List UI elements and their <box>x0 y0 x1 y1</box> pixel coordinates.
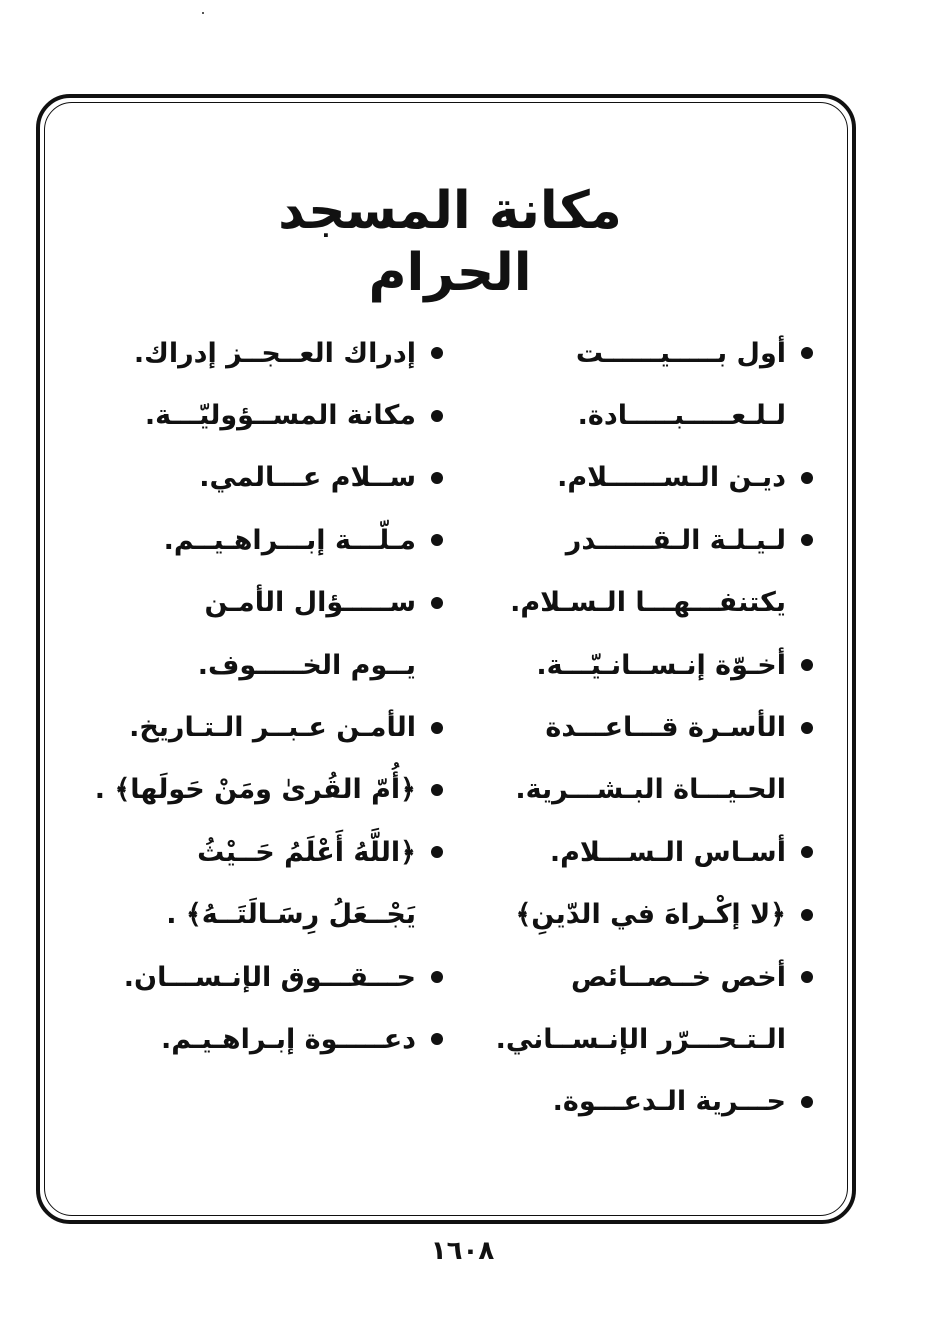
topic-item <box>460 572 820 634</box>
topic-item <box>90 322 450 384</box>
topic-text: لـيـلـة الـقــــــدر <box>565 524 786 556</box>
topic-text: أخص خــصــائص <box>570 961 786 993</box>
topic-item <box>460 696 820 758</box>
topic-text: حـــقـــوق الإنـســـان. <box>123 961 416 993</box>
topic-item <box>460 1071 820 1133</box>
topic-text: أخـوّة إنـســانـيّـــة. <box>536 649 786 681</box>
bullet-slot <box>794 846 820 858</box>
topic-item <box>460 384 820 446</box>
topic-item <box>460 1008 820 1070</box>
topic-text: ســـــؤال الأمـن <box>204 587 416 619</box>
topic-item <box>90 884 450 946</box>
scan-speck <box>202 12 204 14</box>
page-number: ١٦٠٨ <box>430 1236 495 1266</box>
topic-item <box>460 884 820 946</box>
topics-list <box>90 322 820 1122</box>
topic-item <box>460 509 820 571</box>
topic-text: لـلـعـــــبـــــادة. <box>577 400 786 432</box>
topic-text: حـــرية الـدعـــوة. <box>552 1086 786 1118</box>
topic-text: ديـن الـســــــلام. <box>557 462 786 494</box>
topic-item <box>460 821 820 883</box>
topic-text: الأمـن عـبــر الـتـاريخ. <box>129 712 416 744</box>
topic-text: الأسـرة قـــاعـــدة <box>545 712 786 744</box>
bullet-icon <box>801 534 813 546</box>
topic-item <box>460 322 820 384</box>
bullet-slot <box>794 472 820 484</box>
topic-item <box>90 384 450 446</box>
bullet-icon <box>801 659 813 671</box>
bullet-slot <box>424 909 450 921</box>
topic-text: دعـــــوة إبـراهـيـم. <box>160 1023 416 1055</box>
bullet-slot <box>424 472 450 484</box>
bullet-slot <box>794 909 820 921</box>
topic-text: يَجْــعَلُ رِسَـالَتَــهُ﴾ . <box>166 899 416 931</box>
bullet-icon <box>801 971 813 983</box>
bullet-slot <box>794 784 820 796</box>
bullet-icon <box>431 971 443 983</box>
topic-text: مـلّـــة إبـــراهـيــم. <box>163 524 416 556</box>
page-title: مكانة المسجد الحرام <box>278 181 622 304</box>
bullet-icon <box>431 534 443 546</box>
bullet-icon <box>431 347 443 359</box>
bullet-slot <box>794 410 820 422</box>
bullet-slot <box>424 971 450 983</box>
topic-item <box>90 447 450 509</box>
bullet-slot <box>424 659 450 671</box>
bullet-icon <box>431 722 443 734</box>
topic-item <box>90 572 450 634</box>
bullet-slot <box>424 534 450 546</box>
bullet-slot <box>794 347 820 359</box>
topic-text: مكانة المســؤوليّـــة. <box>144 400 416 432</box>
bullet-icon <box>431 597 443 609</box>
bullet-slot <box>424 410 450 422</box>
topic-text: الـتـحـــرّر الإنـســاني. <box>495 1023 786 1055</box>
bullet-slot <box>424 846 450 858</box>
bullet-slot <box>424 347 450 359</box>
topic-item <box>460 759 820 821</box>
topic-text: أول بـــــيــــــت <box>575 337 786 369</box>
bullet-icon <box>431 846 443 858</box>
bullet-icon <box>431 1033 443 1045</box>
bullet-slot <box>794 722 820 734</box>
topic-text: ﴿أُمّ القُرىٰ ومَنْ حَولَها﴾ . <box>94 774 416 806</box>
topic-text: ســلام عـــالمي. <box>199 462 416 494</box>
topic-item <box>90 509 450 571</box>
topic-text: ﴿لا إكْـراهَ في الدّينِ﴾ <box>515 899 786 931</box>
bullet-slot <box>794 659 820 671</box>
topic-item <box>460 634 820 696</box>
bullet-slot <box>424 784 450 796</box>
bullet-icon <box>801 722 813 734</box>
topic-item <box>90 1008 450 1070</box>
bullet-slot <box>794 1033 820 1045</box>
bullet-slot <box>424 597 450 609</box>
bullet-slot <box>794 534 820 546</box>
topic-item <box>90 821 450 883</box>
bullet-icon <box>431 784 443 796</box>
topic-text: إدراك العــجــز إدراك. <box>133 337 416 369</box>
bullet-icon <box>801 846 813 858</box>
topic-text: أسـاس الـســـلام. <box>549 836 786 868</box>
bullet-slot <box>424 1033 450 1045</box>
topic-text: يــوم الخـــــوف. <box>197 649 416 681</box>
topic-item <box>90 696 450 758</box>
topic-item <box>460 447 820 509</box>
topic-text: ﴿اللَّهُ أَعْلَمُ حَــيْثُ <box>197 836 416 868</box>
topic-item <box>90 759 450 821</box>
topic-item <box>460 946 820 1008</box>
topic-text: الحـيـــاة البـشـــرية. <box>515 774 786 806</box>
bullet-icon <box>801 472 813 484</box>
bullet-slot <box>794 971 820 983</box>
bullet-slot <box>424 722 450 734</box>
topic-text: يكتنفـــهـــا الـسـلام. <box>510 587 786 619</box>
bullet-slot <box>794 1096 820 1108</box>
bullet-slot <box>794 597 820 609</box>
left-column <box>90 322 450 1071</box>
topic-item <box>90 946 450 1008</box>
bullet-icon <box>431 410 443 422</box>
topic-item <box>90 634 450 696</box>
right-column <box>460 322 820 1133</box>
bullet-icon <box>801 1096 813 1108</box>
bullet-icon <box>431 472 443 484</box>
bullet-icon <box>801 909 813 921</box>
bullet-icon <box>801 347 813 359</box>
